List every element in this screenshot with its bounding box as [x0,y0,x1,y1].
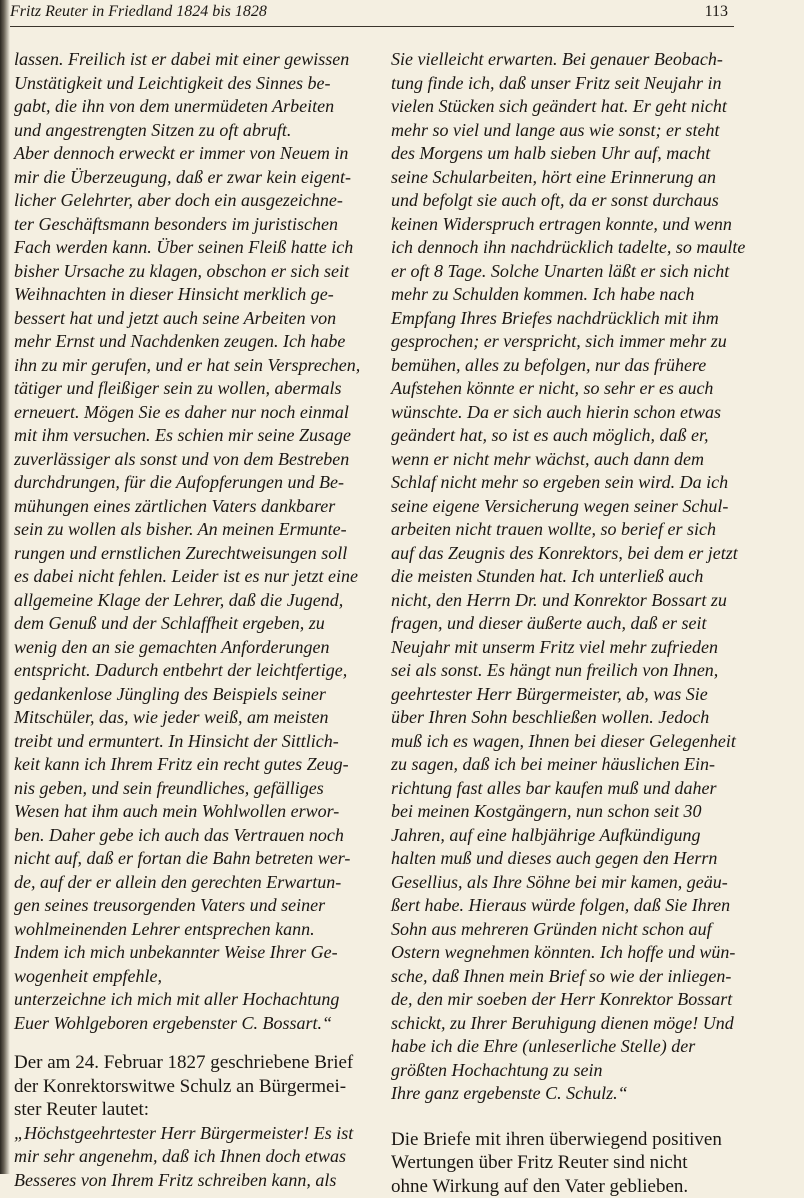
text-line: bessert hat und jetzt auch seine Arbeiten von [14,307,366,331]
text-line: Fach werden kann. Über seinen Fleiß hatte ich [14,236,366,260]
text-line: Besseres von Ihrem Fritz schreiben kann, als [14,1169,366,1193]
text-line: sche, daß Ihnen mein Brief so wie der inliegen- [391,965,743,989]
text-line: Aber dennoch erweckt er immer von Neuem in [14,142,366,166]
closing-paragraph [391,1128,743,1198]
text-line: mehr so viel und lange aus wie sonst; er steht [391,119,743,143]
text-line: arbeiten nicht trauen wollte, so berief er sich [391,518,743,542]
letter-schulz-opening [14,1122,366,1193]
text-line: nis geben, und sein freundliches, gefälliges [14,777,366,801]
text-line: mir sehr angenehm, daß ich Ihnen doch etwas [14,1145,366,1169]
left-column [14,48,366,1192]
text-line: ohne Wirkung auf den Vater geblieben. [391,1175,743,1198]
text-line: es dabei nicht fehlen. Leider ist es nur jetzt eine [14,565,366,589]
text-line: Neujahr mit unserm Fritz viel mehr zufrieden [391,636,743,660]
text-line: zu sagen, daß ich bei meiner häuslichen Ein- [391,753,743,777]
text-line: Weihnachten in dieser Hinsicht merklich ge- [14,283,366,307]
text-line: größten Hochachtung zu sein [391,1059,743,1083]
text-line: erneuert. Mögen Sie es daher nur noch einmal [14,401,366,425]
text-line: wogenheit empfehle, [14,965,366,989]
text-line: und befolgt sie auch oft, da er sonst durchaus [391,189,743,213]
text-line: geehrtester Herr Bürgermeister, ab, was Sie [391,683,743,707]
text-line: mir die Überzeugung, daß er zwar kein eigent- [14,166,366,190]
text-line: zuverlässiger als sonst und von dem Bestreben [14,448,366,472]
text-line: Wesen hat ihm auch mein Wohlwollen erwor- [14,800,366,824]
text-line: auf das Zeugnis des Konrektors, bei dem er jetzt [391,542,743,566]
text-line: Mitschüler, das, wie jeder weiß, am meisten [14,706,366,730]
text-line: gesprochen; er verspricht, sich immer mehr zu [391,330,743,354]
text-line: Indem ich mich unbekannter Weise Ihrer Ge- [14,941,366,965]
running-head: Fritz Reuter in Friedland 1824 bis 1828 [10,3,267,21]
text-line: Die Briefe mit ihren überwiegend positiven [391,1128,743,1152]
text-line: der Konrektorswitwe Schulz an Bürgermei- [14,1075,366,1099]
text-line: Der am 24. Februar 1827 geschriebene Brief [14,1051,366,1075]
text-line: Gesellius, als Ihre Söhne bei mir kamen, geäu- [391,871,743,895]
text-line: keit kann ich Ihrem Fritz ein recht gutes Zeug- [14,753,366,777]
text-line: wünschte. Da er sich auch hierin schon etwas [391,401,743,425]
page-edge-shadow [0,0,10,1174]
text-line: ben. Daher gebe ich auch das Vertrauen noch [14,824,366,848]
text-line: licher Gelehrter, aber doch ein ausgezeichne- [14,189,366,213]
text-line: bisher Ursache zu klagen, obschon er sich seit [14,260,366,284]
text-line: ster Reuter lautet: [14,1098,366,1122]
text-line: tätiger und fleißiger sein zu wollen, abermals [14,377,366,401]
text-line: Schlaf nicht mehr so ergeben sein wird. Da ich [391,471,743,495]
text-line: halten muß und dieses auch gegen den Herrn [391,847,743,871]
text-line: de, auf der er allein den gerechten Erwartun- [14,871,366,895]
text-line: gen seines treusorgenden Vaters und seiner [14,894,366,918]
text-line: Sie vielleicht erwarten. Bei genauer Beobach- [391,48,743,72]
text-line: Ostern wegnehmen könnten. Ich hoffe und wün- [391,941,743,965]
text-line: tung finde ich, daß unser Fritz seit Neujahr in [391,72,743,96]
text-line: Aufstehen könnte er nicht, so sehr er es auch [391,377,743,401]
text-line: unterzeichne ich mich mit aller Hochachtung [14,988,366,1012]
text-line: wenig den an sie gemachten Anforderungen [14,636,366,660]
text-line: bemühen, alles zu befolgen, nur das frühere [391,354,743,378]
text-line: seine Schularbeiten, hört eine Erinnerung an [391,166,743,190]
text-line: Jahren, auf eine halbjährige Aufkündigung [391,824,743,848]
text-line: wenn er nicht mehr wächst, auch dann dem [391,448,743,472]
page-number: 113 [705,3,728,21]
letter-schulz-text [391,48,743,1106]
text-line: fragen, und dieser äußerte auch, daß er seit [391,612,743,636]
text-line: ßert habe. Hieraus würde folgen, daß Sie Ihren [391,894,743,918]
text-line: sei als sonst. Es hängt nun freilich von Ihnen, [391,659,743,683]
text-line: er oft 8 Tage. Solche Unarten läßt er sich nicht [391,260,743,284]
text-line: ich dennoch ihn nachdrücklich tadelte, so maulte [391,236,743,260]
text-line: und angestrengten Sitzen zu oft abruft. [14,119,366,143]
text-line: schickt, zu Ihrer Beruhigung dienen möge! Und [391,1012,743,1036]
text-line: seine eigene Versicherung wegen seiner Schul- [391,495,743,519]
text-line: nicht auf, daß er fortan die Bahn betreten wer- [14,847,366,871]
paragraph-gap [391,1106,743,1128]
text-line: gabt, die ihn von dem unermüdeten Arbeiten [14,95,366,119]
text-line: sein zu wollen als bisher. An meinen Ermunte- [14,518,366,542]
text-line: durchdrungen, für die Aufopferungen und Be- [14,471,366,495]
text-line: des Morgens um halb sieben Uhr auf, macht [391,142,743,166]
text-line: de, den mir soeben der Herr Konrektor Bossart [391,988,743,1012]
text-line: die meisten Stunden hat. Ich unterließ auch [391,565,743,589]
text-line: keinen Widerspruch ertragen konnte, und wenn [391,213,743,237]
text-line: vielen Stücken sich geändert hat. Er geht nicht [391,95,743,119]
text-line: Sohn aus mehreren Gründen nicht schon auf [391,918,743,942]
text-line: dem Genuß und der Schlaffheit ergeben, zu [14,612,366,636]
text-line: Ihre ganz ergebenste C. Schulz.“ [391,1082,743,1106]
text-line: allgemeine Klage der Lehrer, daß die Jugend, [14,589,366,613]
text-line: richtung fast alles bar kaufen muß und daher [391,777,743,801]
page-header [10,2,734,27]
text-line: gedankenlose Jüngling des Beispiels seiner [14,683,366,707]
text-line: nicht, den Herrn Dr. und Konrektor Bossart zu [391,589,743,613]
text-line: habe ich die Ehre (unleserliche Stelle) der [391,1035,743,1059]
text-line: geändert hat, so ist es auch möglich, daß er, [391,424,743,448]
text-line: mehr zu Schulden kommen. Ich habe nach [391,283,743,307]
text-line: Wertungen über Fritz Reuter sind nicht [391,1151,743,1175]
text-line: Empfang Ihres Briefes nachdrücklich mit ihm [391,307,743,331]
intro-paragraph [14,1051,366,1122]
text-line: über Ihren Sohn beschließen wollen. Jedoch [391,706,743,730]
text-line: muß ich es wagen, Ihnen bei dieser Gelegenheit [391,730,743,754]
text-line: entspricht. Dadurch entbehrt der leichtfertige, [14,659,366,683]
paragraph-gap [14,1035,366,1051]
text-line: bei meinen Kostgängern, nun schon seit 30 [391,800,743,824]
text-line: mit ihm versuchen. Es schien mir seine Zusage [14,424,366,448]
text-line: mühungen eines zärtlichen Vaters dankbarer [14,495,366,519]
text-line: lassen. Freilich ist er dabei mit einer gewissen [14,48,366,72]
text-line: wohlmeinenden Lehrer entsprechen kann. [14,918,366,942]
text-line: ter Geschäftsmann besonders im juristischen [14,213,366,237]
text-line: mehr Ernst und Nachdenken zeugen. Ich habe [14,330,366,354]
text-line: treibt und ermuntert. In Hinsicht der Sittlich- [14,730,366,754]
text-line: „Höchstgeehrtester Herr Bürgermeister! Es ist [14,1122,366,1146]
right-column [391,48,743,1198]
letter-bossart-text [14,48,366,1035]
text-line: Euer Wohlgeboren ergebenster C. Bossart.“ [14,1012,366,1036]
text-line: Unstätigkeit und Leichtigkeit des Sinnes be- [14,72,366,96]
text-line: rungen und ernstlichen Zurechtweisungen soll [14,542,366,566]
text-line: ihn zu mir gerufen, und er hat sein Versprechen, [14,354,366,378]
